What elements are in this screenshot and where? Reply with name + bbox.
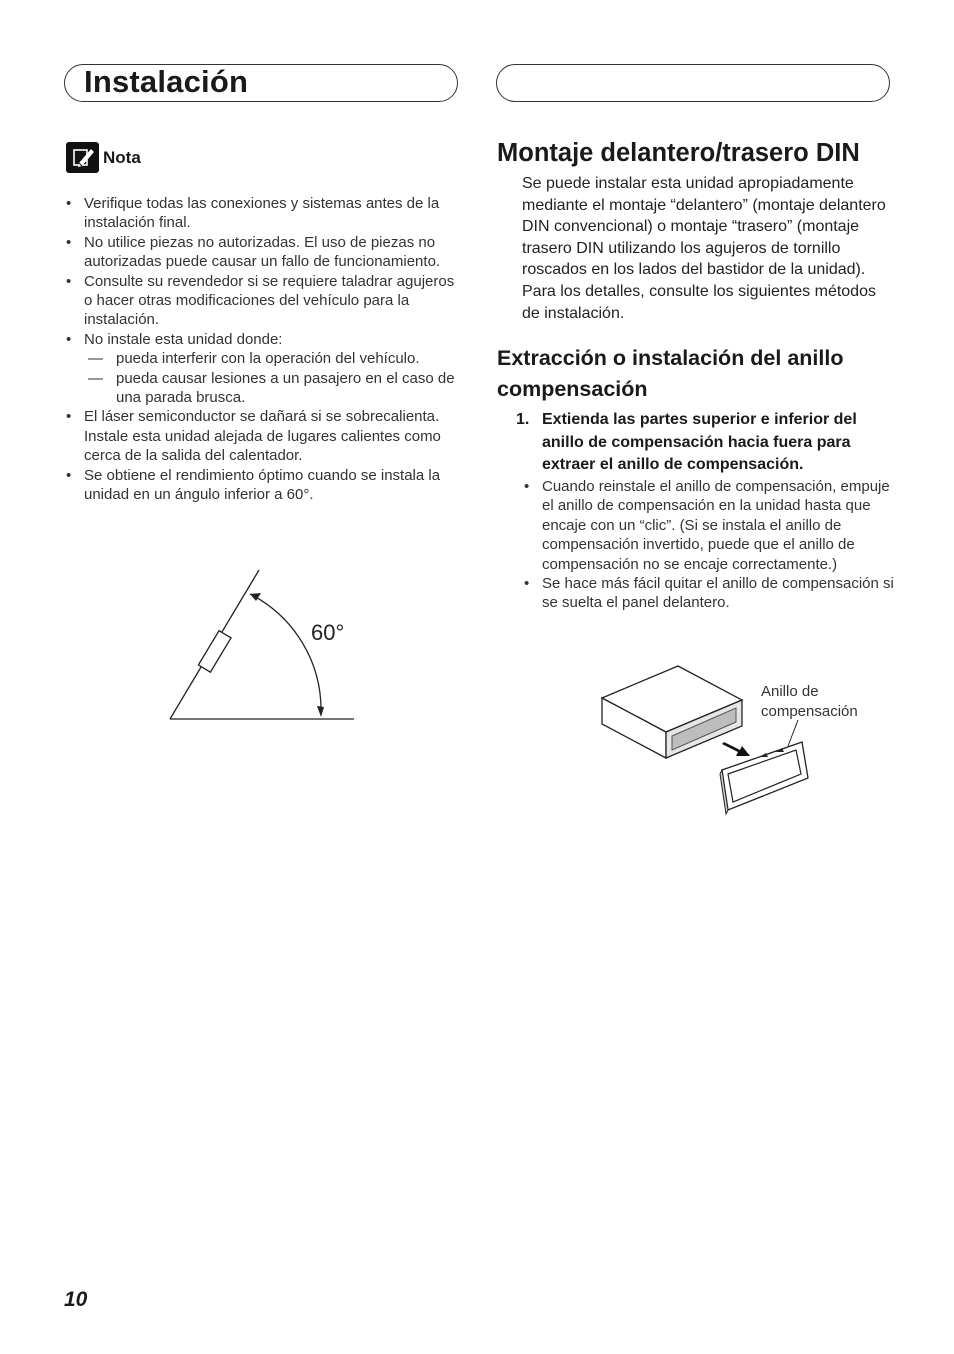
step-1 xyxy=(516,409,896,477)
section-heading: Montaje delantero/trasero DIN xyxy=(497,139,860,167)
list-item: • No utilice piezas no autorizadas. El uso de piezas no autorizadas puede causar un fallo de funcionamiento. xyxy=(66,233,466,272)
page-number: 10 xyxy=(64,1288,88,1311)
list-item: • Verifique todas las conexiones y sistemas antes de la instalación final. xyxy=(66,194,466,233)
header-tab-right xyxy=(496,64,890,102)
note-label: Nota xyxy=(103,147,141,167)
subsection-heading: Extracción o instalación del anillo compensación xyxy=(497,346,844,401)
angle-label: 60° xyxy=(311,620,345,645)
note-header xyxy=(66,142,141,173)
list-item: • El láser semiconductor se dañará si se sobrecalienta. Instale esta unidad alejada de lugares calientes como cerca de la salida del calentador. xyxy=(66,407,466,465)
list-item xyxy=(66,330,466,408)
list-item: • Cuando reinstale el anillo de compensación, empuje el anillo de compensación en la unidad hasta que encaje con un “clic”. (Si se instala el anillo de compensación invertido, puede que el anillo de compensación no se encaje correctamente.) xyxy=(524,477,894,574)
callout-line: compensación xyxy=(761,703,858,720)
section-intro: Se puede instalar esta unidad apropiadamente mediante el montaje “delantero” (montaje delantero DIN convencional) o montaje “trasero” (montaje trasero DIN utilizando los agujeros de tornillo roscados en los lados del bastidor de la unidad). Para los detalles, consulte los siguientes métodos de instalación. xyxy=(522,175,886,322)
list-item: • Se hace más fácil quitar el anillo de compensación si se suelta el panel delantero. xyxy=(524,574,894,613)
step-text: Extienda las partes superior e inferior del anillo de compensación hacia fuera para extraer el anillo de compensación. xyxy=(542,411,857,473)
step-number: 1. xyxy=(516,411,530,428)
callout-line: Anillo de xyxy=(761,683,819,700)
step-bullets xyxy=(524,477,894,613)
trim-ring-callout xyxy=(761,682,858,722)
sub-list-item: — pueda interferir con la operación del vehículo. xyxy=(84,349,466,368)
note-list xyxy=(66,194,466,505)
mounting-angle-diagram xyxy=(160,562,360,727)
list-item-text: No instale esta unidad donde: xyxy=(84,330,283,348)
page-title: Instalación xyxy=(84,64,249,99)
pencil-note-icon xyxy=(66,142,99,173)
list-item: • Se obtiene el rendimiento óptimo cuando se instala la unidad en un ángulo inferior a 60°. xyxy=(66,466,466,505)
sub-list-item: — pueda causar lesiones a un pasajero en el caso de una parada brusca. xyxy=(84,369,466,408)
list-item: • Consulte su revendedor si se requiere taladrar agujeros o hacer otras modificaciones del vehículo para la instalación. xyxy=(66,272,466,330)
sub-list xyxy=(84,349,466,407)
